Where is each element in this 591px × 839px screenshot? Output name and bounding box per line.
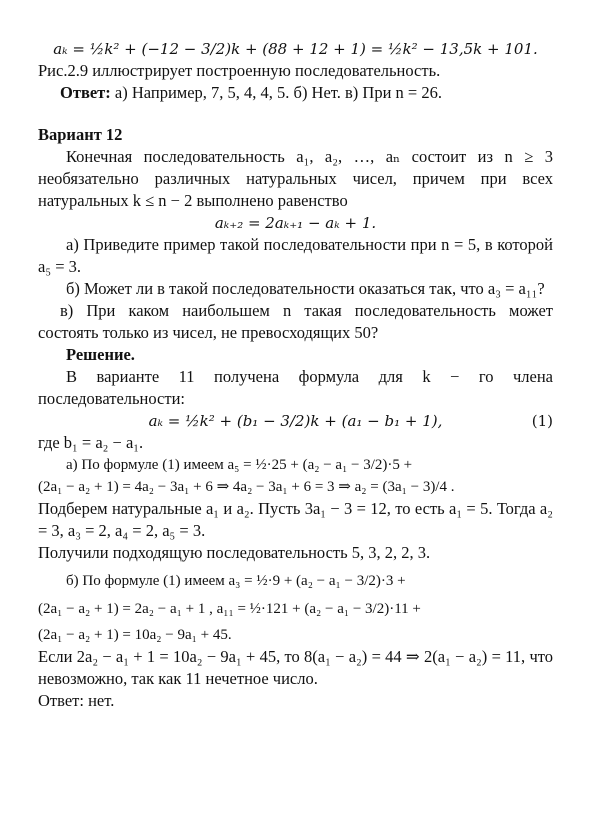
variant-title: Вариант 12 [38, 125, 123, 144]
problem-part-c: в) При каком наибольшем n такая последовательность может состоять только из чисел, не превосходящих 50? [38, 301, 553, 342]
solution-where: где b₁ = a₂ − a₁. [38, 433, 144, 452]
solution-formula-text: aₖ = ½k² + (b₁ − 3/2)k + (a₁ − b₁ + 1), [148, 412, 443, 430]
problem-part-a: а) Приведите пример такой последовательности при n = 5, в которой a₅ = 3. [38, 235, 553, 276]
solution-b-line3: (2a₁ − a₂ + 1) = 10a₂ − 9a₁ + 45. [38, 627, 232, 643]
problem-part-b: б) Может ли в такой последовательности оказаться так, что a₃ = a₁₁? [66, 279, 545, 298]
solution-intro: В варианте 11 получена формула для k − го члена последовательности: [38, 367, 553, 408]
previous-answer [38, 82, 553, 104]
top-formula: aₖ = ½k² + (−12 − 3/2)k + (88 + 12 + 1) = ½k² − 13,5k + 101. [53, 40, 538, 58]
solution-a-line2: (2a₁ − a₂ + 1) = 4a₂ − 3a₁ + 6 ⇒ 4a₂ − 3a₁ + 6 = 3 ⇒ a₂ = (3a₁ − 3)/4 . [38, 479, 455, 495]
solution-b-answer: Ответ: нет. [38, 691, 115, 710]
solution-b-line4: Если 2a₂ − a₁ + 1 = 10a₂ − 9a₁ + 45, то 8(a₁ − a₂) = 44 ⇒ 2(a₁ − a₂) = 11, что невозможно, так как 11 нечетное число. [38, 647, 553, 688]
solution-label: Решение. [66, 345, 135, 364]
solution-b-line2: (2a₁ − a₂ + 1) = 2a₂ − a₁ + 1 , a₁₁ = ½·121 + (a₂ − a₁ − 3/2)·11 + [38, 601, 421, 617]
figure-note: Рис.2.9 иллюстрирует построенную последовательность. [38, 61, 441, 80]
previous-answer-text: а) Например, 7, 5, 4, 4, 5. б) Нет. в) При n = 26. [114, 83, 442, 102]
solution-a-line1: а) По формуле (1) имеем a₅ = ½·25 + (a₂ − a₁ − 3/2)·5 + [66, 457, 413, 473]
document-page [38, 38, 553, 712]
solution-b-line1: б) По формуле (1) имеем a₃ = ½·9 + (a₂ − a₁ − 3/2)·3 + [66, 573, 406, 589]
previous-answer-label: Ответ: [60, 83, 111, 102]
solution-formula [38, 410, 553, 432]
problem-statement: Конечная последовательность a₁, a₂, …, aₙ состоит из n ≥ 3 необязательно различных натуральных чисел, причем при всех натуральных k ≤ n − 2 выполнено равенство [38, 147, 553, 210]
formula-number: (1) [531, 412, 553, 430]
solution-a-line3: Подберем натуральные a₁ и a₂. Пусть 3a₁ − 3 = 12, то есть a₁ = 5. Тогда a₂ = 3, a₃ = 2, a₄ = 2, a₅ = 3. [38, 499, 553, 540]
problem-equation: aₖ₊₂ = 2aₖ₊₁ − aₖ + 1. [214, 214, 377, 232]
solution-a-line4: Получили подходящую последовательность 5, 3, 2, 2, 3. [38, 543, 431, 562]
